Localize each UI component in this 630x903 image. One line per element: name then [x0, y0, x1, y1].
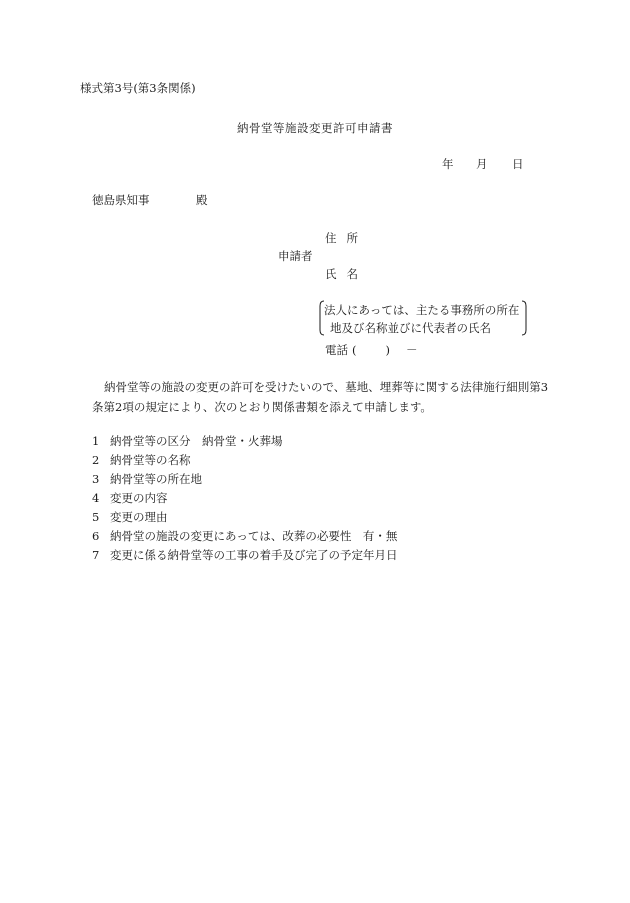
recipient-honorific: 殿	[196, 193, 208, 207]
item-text: 納骨堂等の所在地	[110, 472, 202, 486]
item-number: 7	[92, 548, 100, 562]
name-label: 氏名	[325, 267, 368, 281]
date-month-label: 月	[476, 157, 488, 171]
list-item	[92, 451, 398, 470]
list-item	[92, 527, 398, 546]
item-list	[92, 432, 398, 565]
corporate-note-line1: 法人にあっては、主たる事務所の所在	[324, 303, 520, 317]
date-year-label: 年	[442, 157, 454, 171]
list-item	[92, 432, 398, 451]
document-title: 納骨堂等施設変更許可申請書	[237, 121, 393, 135]
applicant-label: 申請者	[278, 249, 313, 263]
date-day-label: 日	[512, 157, 524, 171]
item-text: 変更に係る納骨堂等の工事の着手及び完了の予定年月日	[110, 548, 398, 562]
list-item	[92, 470, 398, 489]
phone-label: 電話	[325, 343, 348, 357]
item-number: 5	[92, 510, 100, 524]
phone-area-code: ( )	[352, 343, 392, 357]
item-number: 4	[92, 491, 100, 505]
list-item	[92, 508, 398, 527]
list-item	[92, 489, 398, 508]
item-text: 変更の理由	[110, 510, 168, 524]
item-number: 2	[92, 453, 100, 467]
address-label: 住所	[325, 231, 368, 245]
item-text: 変更の内容	[110, 491, 168, 505]
item-text: 納骨堂等の名称	[110, 453, 191, 467]
item-text: 納骨堂の施設の変更にあっては、改葬の必要性 有・無	[110, 529, 398, 543]
item-text: 納骨堂等の区分 納骨堂・火葬場	[110, 434, 283, 448]
item-number: 1	[92, 434, 100, 448]
form-number: 様式第3号(第3条関係)	[80, 81, 196, 95]
item-number: 3	[92, 472, 100, 486]
list-item	[92, 546, 398, 565]
application-body-text: 納骨堂等の施設の変更の許可を受けたいので、墓地、埋葬等に関する法律施行細則第3条第2項の規定により、次のとおり関係書類を添えて申請します。	[92, 380, 549, 414]
recipient-name: 徳島県知事	[92, 193, 150, 207]
phone-separator: －	[406, 343, 418, 357]
item-number: 6	[92, 529, 100, 543]
corporate-note-line2: 地及び名称並びに代表者の氏名	[330, 321, 491, 335]
